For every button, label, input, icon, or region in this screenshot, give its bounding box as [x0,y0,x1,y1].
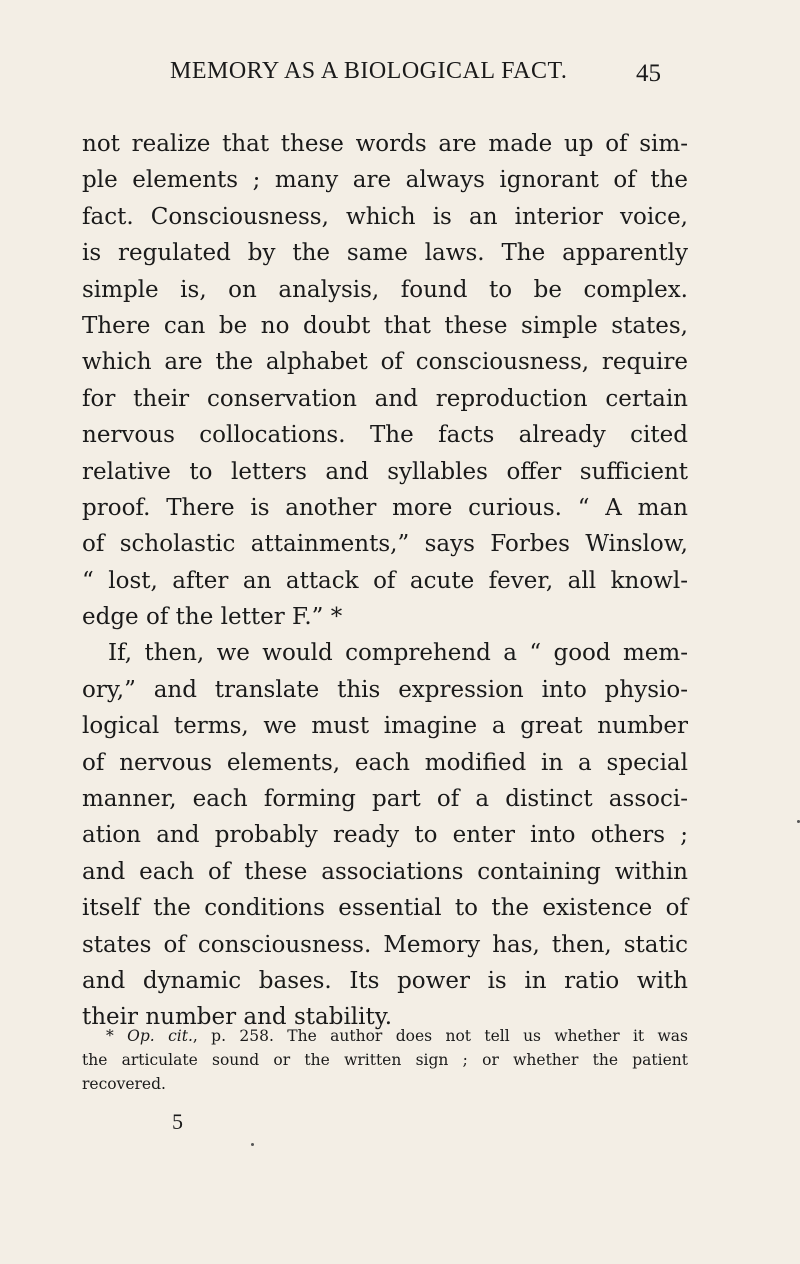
text-line: If, then, we would comprehend a “ good mem- [108,640,688,667]
text-line: ation and probably ready to enter into others ; [82,822,688,849]
footnote-line [82,1024,688,1048]
text-line: relative to letters and syllables offer sufficient [82,458,688,485]
text-line: itself the conditions essential to the existence of [82,895,688,922]
text-line: not realize that these words are made up of sim- [82,131,688,157]
footnote-text: , p. 258. The author does not tell us whether it was [192,1027,689,1045]
text-line: ple elements ; many are always ignorant of the [82,167,688,194]
text-line: nervous collocations. The facts already cited [82,422,688,449]
text-line: states of consciousness. Memory has, then, static [82,931,688,958]
footnote-line: recovered. [82,1075,166,1093]
text-line: their number and stability. [82,1004,393,1031]
text-line: and dynamic bases. Its power is in ratio with [82,967,688,994]
text-line: There can be no doubt that these simple states, [82,312,688,339]
text-line: “ lost, after an attack of acute fever, all knowl- [82,567,688,594]
text-line: and each of these associations containing within [82,858,688,885]
page-number: 45 [636,60,661,87]
footnote-citation: Op. cit. [127,1027,193,1045]
text-line: manner, each forming part of a distinct associ- [82,786,688,813]
text-line: logical terms, we must imagine a great number [82,713,688,740]
text-line: is regulated by the same laws. The apparently [82,240,688,267]
text-line: fact. Consciousness, which is an interior voice, [82,203,688,230]
text-line: proof. There is another more curious. “ A man [82,494,688,521]
text-line: for their conservation and reproduction certain [82,385,688,412]
text-line: which are the alphabet of consciousness, require [82,349,688,376]
signature-mark: 5 [172,1109,183,1134]
footnote-line: the articulate sound or the written sign ; or whether the patient [82,1051,688,1069]
body-text [82,126,688,1036]
text-line: simple is, on analysis, found to be complex. [82,276,688,303]
footnote [82,1024,688,1096]
running-title: MEMORY AS A BIOLOGICAL FACT. [170,58,568,84]
text-line: edge of the letter F.” * [82,604,343,631]
text-line: of nervous elements, each modified in a special [82,749,688,776]
paper-speck [251,1143,254,1146]
text-line: ory,” and translate this expression into physio- [82,676,688,703]
text-line: of scholastic attainments,” says Forbes Winslow, [82,531,688,558]
footnote-marker: * [106,1027,114,1045]
